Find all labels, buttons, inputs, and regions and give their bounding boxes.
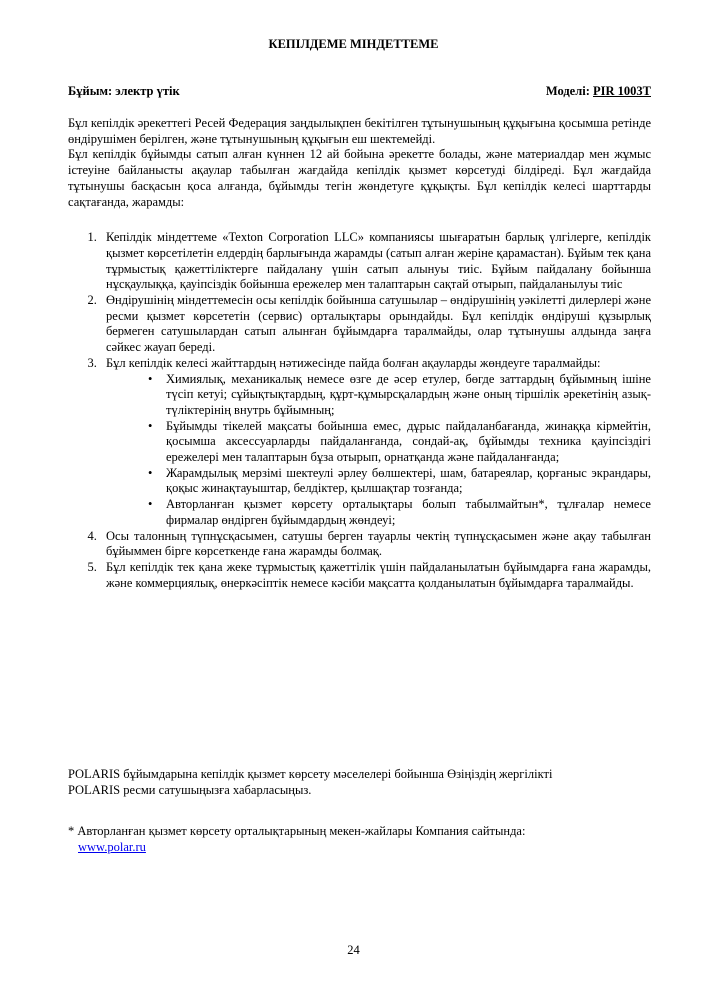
exclusion-item [148,371,651,419]
page-number: 24 [347,943,360,957]
intro-paragraph: Бұл кепілдік бұйымды сатып алған күннен 12 ай бойына әрекетте болады, және материалдар мен жұмыс істеуіне байланысты ақаулар табылған жағдайда кепілдік қызмет көрсетуді білдіреді. Бұл жағдайда тұтынушы басқасын қоса алғанда, бұйымды тегін жөндетуге құқықты. Бұл кепілдік келесі шарттарды сақтағанда, жарамды: [68,147,651,209]
exclusion-item [148,465,651,497]
contact-block [68,766,651,798]
model-value: PIR 1003T [593,84,651,98]
document-title: КЕПІЛДЕМЕ МІНДЕТТЕМЕ [268,37,439,51]
condition-text: Кепілдік міндеттеме «Texton Corporation LLC» компаниясы шығаратын барлық үлгілерге, кепілдік қызмет көрсетілетін елдердің барлығында жарамды (сатып алған жеріне қарамастан). Бұйым тек қана тұрмыстық қажеттіліктерге пайдалану үшін сатып алынуы тиіс. Бұйым пайдалану бойынша нұсқаулыққа, қауіпсіздік бойынша ережелер мен талаптарын сақтай отырып, пайдаланылуы тиіс [106,230,651,292]
condition-text: Өндірушінің міндеттемесін осы кепілдік бойынша сатушылар – өндірушінің уәкілетті дилерлері және ресми қызмет көрсететін (сервис) орталықтары орындайды. Бұл кепілдік өндіруші құзырлық бермеген сатушылардан сатып алынған бұйымдарға таралмайды, олар тұтынушы алдында заңға сәйкес жауап береді. [106,293,651,355]
condition-text: Бұл кепілдік келесі жайттардың нәтижесінде пайда болған ақауларды жөндеуге таралмайды: [106,355,601,370]
condition-item [100,293,651,356]
conditions-list [68,230,651,591]
bullet-icon: • [148,371,153,386]
exclusion-text: Химиялық, механикалық немесе өзге де әсер етулер, бөгде заттардың бұйымның ішіне түсіп кетуі; сұйықтықтардың, құрт-құмырсқалардың және оның тіршілік әрекетінің азық-түліктерінің внутрь бұйымның; [166,371,651,417]
exclusions-list [106,372,651,529]
exclusion-item [148,497,651,528]
website-link[interactable]: www.polar.ru [78,840,146,854]
condition-item [100,529,651,560]
exclusion-text: Авторланған қызмет көрсету орталықтары болып табылмайтын*, тұлғалар немесе фирмалар өндірген бұйымдардың жөндеуі; [166,497,651,527]
bullet-icon: • [148,497,153,512]
exclusion-item [148,418,651,466]
intro-paragraph: Бұл кепілдік әрекеттегі Ресей Федерация заңдылықпен бекітілген тұтынушының құқығына қосымша ретінде өндірушімен берілген, және тұтынушының құқығын еш шектемейді. [68,116,651,146]
condition-item [100,230,651,293]
model-label: Моделі: [545,84,593,98]
bullet-icon: • [148,418,153,433]
exclusion-text: Жарамдылық мерзімі шектеулі әрлеу бөлшектері, шам, батареялар, қорғаныс экрандары, қоқыс жинақтауыштар, белдіктер, қылшақтар тозғанда; [166,465,651,496]
model-info [546,84,651,99]
footnote [68,823,651,855]
exclusion-text: Бұйымды тікелей мақсаты бойынша емес, дұрыс пайдаланбағанда, жинаққа кірмейтін, қосымша аксессуарларды пайдаланғанда, сондай-ақ, бұйымды техника қауіпсіздігі ережелері мен талаптарын бұза отырып, орнатқанда және пайдаланғанда; [166,418,651,465]
contact-line: POLARIS бұйымдарына кепілдік қызмет көрсету мәселелері бойынша Өзіңіздің жергілікті [68,767,553,781]
warranty-body [68,116,651,591]
product-label: Бұйым: электр үтік [68,84,180,98]
footnote-text: * Авторланған қызмет көрсету орталықтарының мекен-жайлары Компания сайтында: [68,824,526,838]
contact-line: POLARIS ресми сатушыңызға хабарласыңыз. [68,783,312,797]
condition-text: Бұл кепілдік тек қана жеке тұрмыстық қажеттілік үшін пайдаланылатын бұйымдарға ғана жарамды, және коммерциялық, өнеркәсіптік немесе кәсіби мақсатта қолданылатын бұйымдарға таралмайды. [106,559,651,590]
condition-item [100,356,651,529]
condition-item [100,560,651,591]
bullet-icon: • [148,465,153,480]
condition-text: Осы талонның түпнұсқасымен, сатушы берген тауарлы чектің түпнұсқасымен және ақау табылған бұйыммен бірге көрсеткенде ғана жарамды болмақ. [106,528,651,559]
